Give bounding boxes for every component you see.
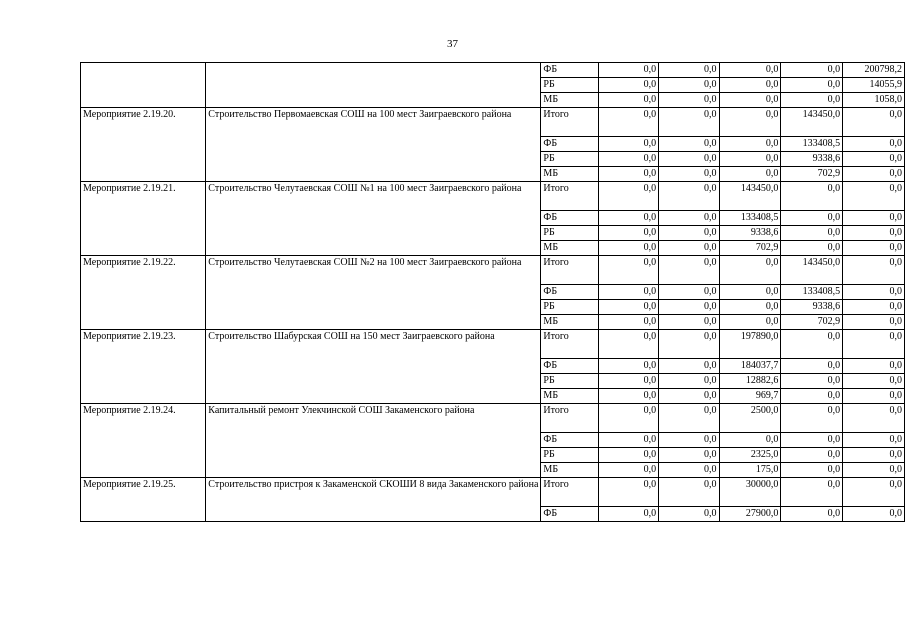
funding-source: Итого [541, 478, 598, 507]
amount-cell: 0,0 [659, 256, 719, 285]
amount-cell: 184037,7 [719, 359, 781, 374]
amount-cell: 0,0 [719, 78, 781, 93]
amount-cell: 0,0 [598, 448, 658, 463]
measure-name: Строительство Шабурская СОШ на 150 мест Заиграевского района [206, 330, 541, 404]
amount-cell: 0,0 [843, 211, 905, 226]
amount-cell: 0,0 [781, 63, 843, 78]
amount-cell: 133408,5 [719, 211, 781, 226]
amount-cell: 0,0 [598, 256, 658, 285]
empty-cell [206, 63, 541, 108]
funding-source: РБ [541, 152, 598, 167]
amount-cell: 0,0 [843, 241, 905, 256]
measure-name: Строительство пристроя к Закаменской СКОШИ 8 вида Закаменского района [206, 478, 541, 522]
amount-cell: 0,0 [843, 404, 905, 433]
amount-cell: 197890,0 [719, 330, 781, 359]
funding-source: ФБ [541, 63, 598, 78]
amount-cell: 0,0 [598, 330, 658, 359]
amount-cell: 0,0 [659, 108, 719, 137]
amount-cell: 0,0 [781, 448, 843, 463]
amount-cell: 0,0 [659, 152, 719, 167]
amount-cell: 0,0 [659, 448, 719, 463]
funding-source: МБ [541, 93, 598, 108]
amount-cell: 0,0 [659, 507, 719, 522]
measure-id: Мероприятие 2.19.23. [81, 330, 206, 404]
amount-cell: 0,0 [598, 78, 658, 93]
amount-cell: 0,0 [781, 463, 843, 478]
amount-cell: 0,0 [843, 152, 905, 167]
amount-cell: 0,0 [659, 300, 719, 315]
amount-cell: 0,0 [598, 63, 658, 78]
amount-cell: 133408,5 [781, 285, 843, 300]
table-row [81, 63, 905, 78]
amount-cell: 0,0 [843, 285, 905, 300]
amount-cell: 0,0 [781, 389, 843, 404]
table-row [81, 404, 905, 433]
amount-cell: 0,0 [598, 137, 658, 152]
amount-cell: 0,0 [719, 137, 781, 152]
amount-cell: 0,0 [781, 93, 843, 108]
amount-cell: 0,0 [659, 182, 719, 211]
amount-cell: 0,0 [781, 404, 843, 433]
measure-id: Мероприятие 2.19.20. [81, 108, 206, 182]
amount-cell: 0,0 [659, 93, 719, 108]
measure-id: Мероприятие 2.19.25. [81, 478, 206, 522]
amount-cell: 0,0 [843, 359, 905, 374]
amount-cell: 0,0 [843, 433, 905, 448]
amount-cell: 143450,0 [719, 182, 781, 211]
amount-cell: 9338,6 [781, 152, 843, 167]
funding-source: ФБ [541, 211, 598, 226]
amount-cell: 1058,0 [843, 93, 905, 108]
amount-cell: 0,0 [843, 507, 905, 522]
amount-cell: 0,0 [659, 78, 719, 93]
amount-cell: 0,0 [659, 211, 719, 226]
amount-cell: 0,0 [781, 182, 843, 211]
amount-cell: 0,0 [781, 211, 843, 226]
funding-source: ФБ [541, 137, 598, 152]
measure-id: Мероприятие 2.19.21. [81, 182, 206, 256]
amount-cell: 0,0 [843, 448, 905, 463]
amount-cell: 200798,2 [843, 63, 905, 78]
amount-cell: 0,0 [843, 478, 905, 507]
amount-cell: 0,0 [598, 463, 658, 478]
amount-cell: 0,0 [843, 182, 905, 211]
amount-cell: 0,0 [598, 478, 658, 507]
amount-cell: 0,0 [843, 108, 905, 137]
amount-cell: 0,0 [781, 241, 843, 256]
amount-cell: 0,0 [719, 315, 781, 330]
funding-source: РБ [541, 300, 598, 315]
amount-cell: 0,0 [659, 359, 719, 374]
amount-cell: 0,0 [843, 315, 905, 330]
budget-table [80, 62, 905, 522]
amount-cell: 0,0 [598, 226, 658, 241]
amount-cell: 0,0 [659, 478, 719, 507]
amount-cell: 0,0 [719, 300, 781, 315]
budget-table-body [81, 63, 905, 522]
amount-cell: 0,0 [598, 507, 658, 522]
amount-cell: 30000,0 [719, 478, 781, 507]
measure-name: Строительство Челутаевская СОШ №2 на 100 мест Заиграевского района [206, 256, 541, 330]
amount-cell: 175,0 [719, 463, 781, 478]
amount-cell: 0,0 [598, 241, 658, 256]
amount-cell: 2325,0 [719, 448, 781, 463]
funding-source: МБ [541, 389, 598, 404]
table-row [81, 478, 905, 507]
measure-id: Мероприятие 2.19.22. [81, 256, 206, 330]
amount-cell: 0,0 [781, 78, 843, 93]
amount-cell: 0,0 [598, 152, 658, 167]
amount-cell: 143450,0 [781, 108, 843, 137]
amount-cell: 9338,6 [781, 300, 843, 315]
funding-source: Итого [541, 108, 598, 137]
amount-cell: 0,0 [843, 300, 905, 315]
amount-cell: 0,0 [598, 315, 658, 330]
amount-cell: 12882,6 [719, 374, 781, 389]
measure-name: Строительство Первомаевская СОШ на 100 мест Заиграевского района [206, 108, 541, 182]
funding-source: Итого [541, 182, 598, 211]
funding-source: МБ [541, 167, 598, 182]
amount-cell: 0,0 [598, 300, 658, 315]
amount-cell: 0,0 [598, 211, 658, 226]
amount-cell: 0,0 [598, 374, 658, 389]
amount-cell: 0,0 [598, 404, 658, 433]
amount-cell: 0,0 [659, 330, 719, 359]
funding-source: Итого [541, 404, 598, 433]
funding-source: ФБ [541, 285, 598, 300]
amount-cell: 0,0 [659, 63, 719, 78]
amount-cell: 0,0 [659, 315, 719, 330]
amount-cell: 0,0 [843, 137, 905, 152]
amount-cell: 27900,0 [719, 507, 781, 522]
amount-cell: 702,9 [719, 241, 781, 256]
table-row [81, 108, 905, 137]
amount-cell: 0,0 [843, 226, 905, 241]
amount-cell: 702,9 [781, 167, 843, 182]
funding-source: МБ [541, 241, 598, 256]
amount-cell: 0,0 [781, 507, 843, 522]
amount-cell: 0,0 [719, 108, 781, 137]
funding-source: МБ [541, 463, 598, 478]
amount-cell: 14055,9 [843, 78, 905, 93]
amount-cell: 0,0 [719, 63, 781, 78]
amount-cell: 0,0 [659, 433, 719, 448]
amount-cell: 0,0 [659, 389, 719, 404]
amount-cell: 0,0 [781, 330, 843, 359]
amount-cell: 0,0 [598, 285, 658, 300]
amount-cell: 0,0 [659, 167, 719, 182]
amount-cell: 0,0 [781, 226, 843, 241]
table-row [81, 256, 905, 285]
funding-source: ФБ [541, 507, 598, 522]
funding-source: Итого [541, 256, 598, 285]
funding-source: РБ [541, 374, 598, 389]
amount-cell: 0,0 [843, 330, 905, 359]
amount-cell: 0,0 [598, 108, 658, 137]
amount-cell: 0,0 [598, 389, 658, 404]
amount-cell: 0,0 [598, 93, 658, 108]
amount-cell: 0,0 [659, 374, 719, 389]
amount-cell: 0,0 [659, 285, 719, 300]
amount-cell: 969,7 [719, 389, 781, 404]
funding-source: РБ [541, 448, 598, 463]
amount-cell: 0,0 [843, 389, 905, 404]
funding-source: Итого [541, 330, 598, 359]
measure-name: Капитальный ремонт Улекчинской СОШ Закаменского района [206, 404, 541, 478]
amount-cell: 702,9 [781, 315, 843, 330]
amount-cell: 0,0 [598, 433, 658, 448]
amount-cell: 0,0 [781, 359, 843, 374]
amount-cell: 0,0 [781, 433, 843, 448]
funding-source: РБ [541, 226, 598, 241]
amount-cell: 0,0 [659, 137, 719, 152]
measure-id: Мероприятие 2.19.24. [81, 404, 206, 478]
amount-cell: 0,0 [659, 463, 719, 478]
amount-cell: 2500,0 [719, 404, 781, 433]
amount-cell: 0,0 [719, 93, 781, 108]
amount-cell: 0,0 [843, 256, 905, 285]
funding-source: РБ [541, 78, 598, 93]
amount-cell: 0,0 [719, 285, 781, 300]
funding-source: ФБ [541, 433, 598, 448]
amount-cell: 0,0 [719, 433, 781, 448]
table-row [81, 182, 905, 211]
amount-cell: 0,0 [781, 374, 843, 389]
funding-source: МБ [541, 315, 598, 330]
table-row [81, 330, 905, 359]
amount-cell: 0,0 [843, 374, 905, 389]
amount-cell: 0,0 [659, 404, 719, 433]
amount-cell: 0,0 [843, 463, 905, 478]
amount-cell: 133408,5 [781, 137, 843, 152]
amount-cell: 0,0 [598, 182, 658, 211]
amount-cell: 0,0 [843, 167, 905, 182]
amount-cell: 0,0 [659, 241, 719, 256]
measure-name: Строительство Челутаевская СОШ №1 на 100 мест Заиграевского района [206, 182, 541, 256]
amount-cell: 0,0 [719, 167, 781, 182]
amount-cell: 143450,0 [781, 256, 843, 285]
amount-cell: 0,0 [598, 167, 658, 182]
amount-cell: 0,0 [719, 256, 781, 285]
funding-source: ФБ [541, 359, 598, 374]
amount-cell: 0,0 [598, 359, 658, 374]
amount-cell: 0,0 [659, 226, 719, 241]
amount-cell: 9338,6 [719, 226, 781, 241]
amount-cell: 0,0 [781, 478, 843, 507]
amount-cell: 0,0 [719, 152, 781, 167]
page-number: 37 [447, 38, 458, 50]
empty-cell [81, 63, 206, 108]
